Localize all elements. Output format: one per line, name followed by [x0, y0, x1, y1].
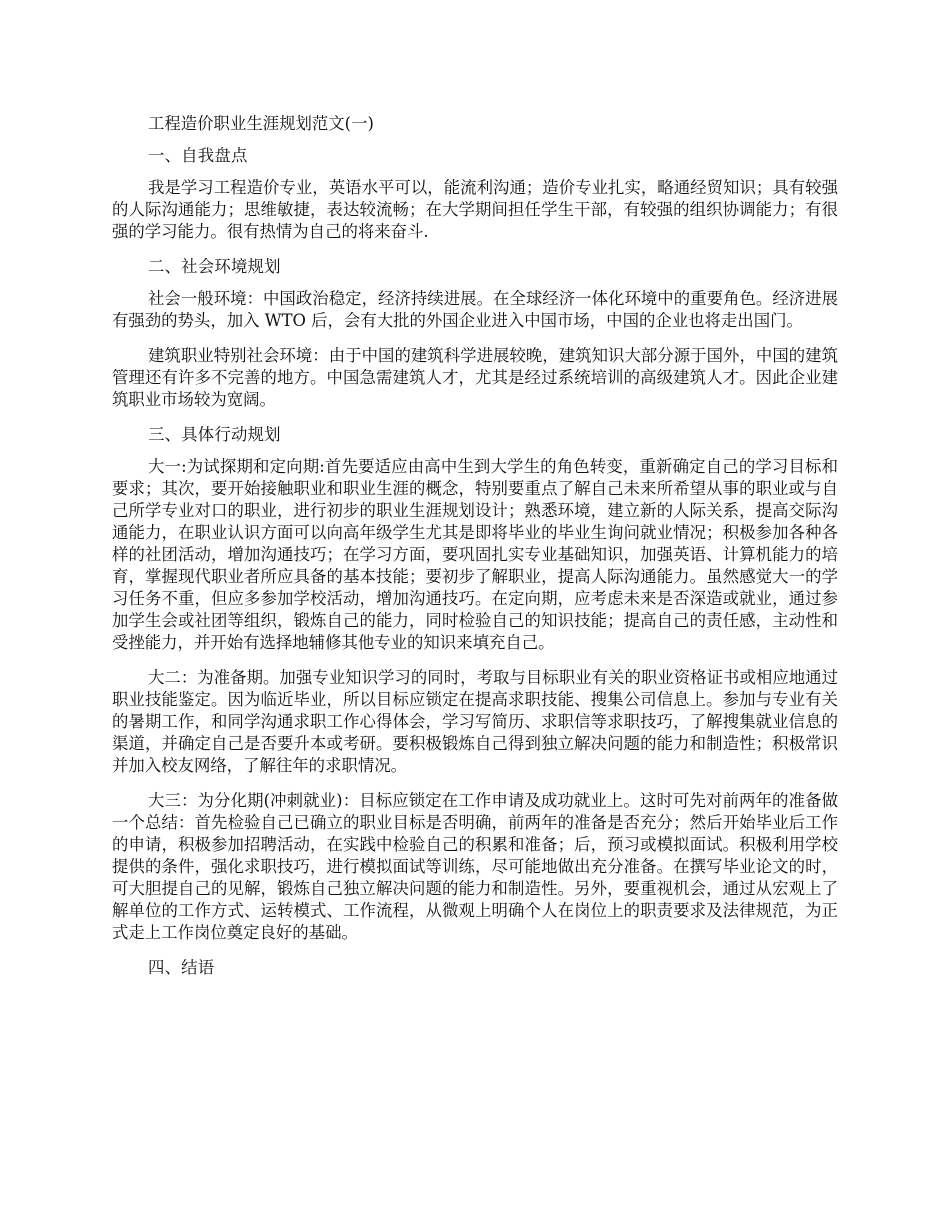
paragraph-year-two: 大二：为准备期。加强专业知识学习的同时，考取与目标职业有关的职业资格证书或相应地通过职业技能鉴定。因为临近毕业，所以目标应锁定在提高求职技能、搜集公司信息上。参加与专业有关的暑期工作，和同学沟通求职工作心得体会，学习写简历、求职信等求职技巧，了解搜集就业信息的渠道，并确定自己是否要升本或考研。要积极锻炼自己得到独立解决问题的能力和制造性；积极常识并加入校友网络，了解往年的求职情况。 [112, 668, 838, 775]
section-heading-self-assessment: 一、自我盘点 [148, 146, 248, 165]
paragraph-general-environment: 社会一般环境：中国政治稳定，经济持续进展。在全球经济一体化环境中的重要角色。经济进展有强劲的势头，加入 WTO 后，会有大批的外国企业进入中国市场，中国的企业也将走出国门。 [112, 289, 838, 330]
document-title: 工程造价职业生涯规划范文(一) [148, 114, 374, 133]
paragraph-year-one: 大一:为试探期和定向期:首先要适应由高中生到大学生的角色转变，重新确定自己的学习目标和要求；其次，要开始接触职业和职业生涯的概念，特别要重点了解自己未来所希望从事的职业或与自己所学专业对口的职业，进行初步的职业生涯规划设计；熟悉环境，建立新的人际关系，提高交际沟通能力，在职业认识方面可以向高年级学生尤其是即将毕业的毕业生询问就业情况；积极参加各种各样的社团活动，增加沟通技巧；在学习方面，要巩固扎实专业基础知识，加强英语、计算机能力的培育，掌握现代职业者所应具备的基本技能；要初步了解职业，提高人际沟通能力。虽然感觉大一的学习任务不重，但应多参加学校活动，增加沟通技巧。在定向期，应考虑未来是否深造或就业，通过参加学生会或社团等组织，锻炼自己的能力，同时检验自己的知识技能；提高自己的责任感，主动性和受挫能力，并开始有选择地辅修其他专业的知识来填充自己。 [112, 457, 838, 652]
paragraph-construction-environment: 建筑职业特别社会环境：由于中国的建筑科学进展较晚，建筑知识大部分源于国外，中国的建筑管理还有许多不完善的地方。中国急需建筑人才，尤其是经过系统培训的高级建筑人才。因此企业建筑职业市场较为宽阔。 [112, 346, 838, 409]
section-heading-action-plan: 三、具体行动规划 [148, 425, 281, 444]
section-heading-social-environment: 二、社会环境规划 [148, 257, 281, 276]
paragraph-self-assessment: 我是学习工程造价专业，英语水平可以，能流利沟通；造价专业扎实，略通经贸知识；具有较强的人际沟通能力；思维敏捷，表达较流畅；在大学期间担任学生干部，有较强的组织协调能力；有很强的学习能力。很有热情为自己的将来奋斗. [112, 178, 838, 241]
section-heading-conclusion: 四、结语 [148, 958, 215, 977]
paragraph-year-three: 大三：为分化期(冲刺就业)：目标应锁定在工作申请及成功就业上。这时可先对前两年的准备做一个总结：首先检验自己已确立的职业目标是否明确，前两年的准备是否充分；然后开始毕业后工作的申请，积极参加招聘活动，在实践中检验自己的积累和准备；后，预习或模拟面试。积极利用学校提供的条件，强化求职技巧，进行模拟面试等训练，尽可能地做出充分准备。在撰写毕业论文的时，可大胆提自己的见解，锻炼自己独立解决问题的能力和制造性。另外，要重视机会，通过从宏观上了解单位的工作方式、运转模式、工作流程，从微观上明确个人在岗位上的职责要求及法律规范，为正式走上工作岗位奠定良好的基础。 [112, 791, 838, 942]
